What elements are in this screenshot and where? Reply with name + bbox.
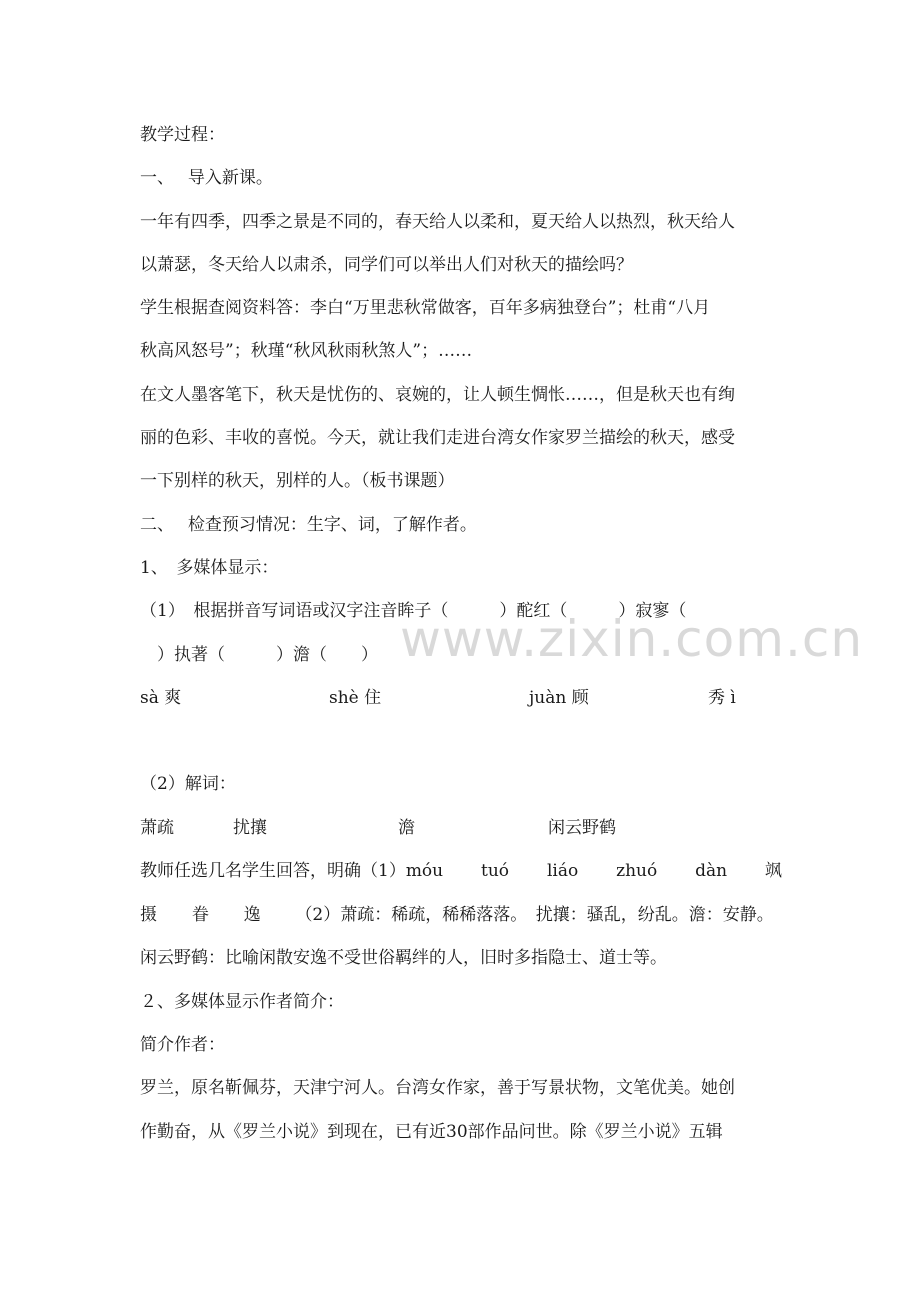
pinyin-item: shè 住 bbox=[329, 688, 382, 708]
exercise-line: （1） 根据拼音写词语或汉字注音眸子（ ）酡红（ ）寂寥（ bbox=[140, 601, 687, 621]
vocab-item: 澹 bbox=[398, 818, 415, 838]
answer-segment: zhuó bbox=[616, 861, 658, 881]
answer-segment: tuó bbox=[481, 861, 510, 881]
pinyin-item: juàn 顾 bbox=[529, 688, 589, 708]
answer-segment: liáo bbox=[546, 861, 579, 881]
watermark: www.zixin.com.cn bbox=[400, 610, 864, 668]
text-line: 以萧瑟，冬天给人以肃杀，同学们可以举出人们对秋天的描绘吗？ bbox=[140, 255, 633, 275]
section-heading: 教学过程： bbox=[140, 125, 225, 145]
answer-line bbox=[140, 860, 782, 882]
text-line: 秋高风怒号”；秋瑾“秋风秋雨秋煞人”；…… bbox=[140, 341, 473, 361]
vocab-item: 扰攘 bbox=[233, 818, 267, 838]
answer-line bbox=[140, 904, 774, 926]
text-line: 作勤奋，从《罗兰小说》到现在，已有近30部作品问世。除《罗兰小说》五辑 bbox=[140, 1122, 723, 1142]
text-line: 一年有四季，四季之景是不同的，春天给人以柔和，夏天给人以热烈，秋天给人 bbox=[140, 212, 735, 232]
answer-segment: 摄 bbox=[140, 905, 157, 925]
text-line: 在文人墨客笔下，秋天是忧伤的、哀婉的，让人顿生惆怅……，但是秋天也有绚 bbox=[140, 385, 735, 405]
vocab-item: 萧疏 bbox=[140, 818, 174, 838]
part-one-heading: 一、 导入新课。 bbox=[140, 168, 273, 188]
part-two-heading: 二、 检查预习情况：生字、词，了解作者。 bbox=[140, 515, 477, 535]
vocab-item: 闲云野鹤 bbox=[548, 818, 616, 838]
subsection-heading: 1、 多媒体显示： bbox=[140, 558, 279, 578]
answer-segment: 飒 bbox=[764, 861, 782, 881]
answer-segment: （2）萧疏：稀疏，稀稀落落。 扰攘：骚乱，纷乱。澹：安静。 bbox=[295, 905, 774, 925]
pinyin-item: 秀 ì bbox=[708, 688, 736, 708]
exercise-line: ）执著（ ）澹（ ） bbox=[140, 645, 378, 665]
author-heading: 简介作者： bbox=[140, 1035, 225, 1055]
pinyin-item: sà 爽 bbox=[140, 688, 182, 708]
answer-segment: 眷 bbox=[191, 905, 209, 925]
text-line: 罗兰，原名靳佩芬，天津宁河人。台湾女作家，善于写景状物，文笔优美。她创 bbox=[140, 1078, 735, 1098]
text-line: 学生根据查阅资料答：李白“万里悲秋常做客，百年多病独登台”；杜甫“八月 bbox=[140, 298, 711, 318]
answer-segment: dàn bbox=[695, 861, 728, 881]
text-line: 闲云野鹤：比喻闲散安逸不受世俗羁绊的人，旧时多指隐士、道士等。 bbox=[140, 948, 667, 968]
subsection-heading: ２、多媒体显示作者简介： bbox=[140, 992, 344, 1012]
answer-segment: 教师任选几名学生回答，明确（1）móu bbox=[140, 861, 444, 881]
vocab-heading: （2）解词： bbox=[140, 774, 236, 794]
answer-segment: 逸 bbox=[243, 905, 261, 925]
text-line: 丽的色彩、丰收的喜悦。今天，就让我们走进台湾女作家罗兰描绘的秋天，感受 bbox=[140, 428, 735, 448]
text-line: 一下别样的秋天，别样的人。（板书课题） bbox=[140, 471, 455, 491]
